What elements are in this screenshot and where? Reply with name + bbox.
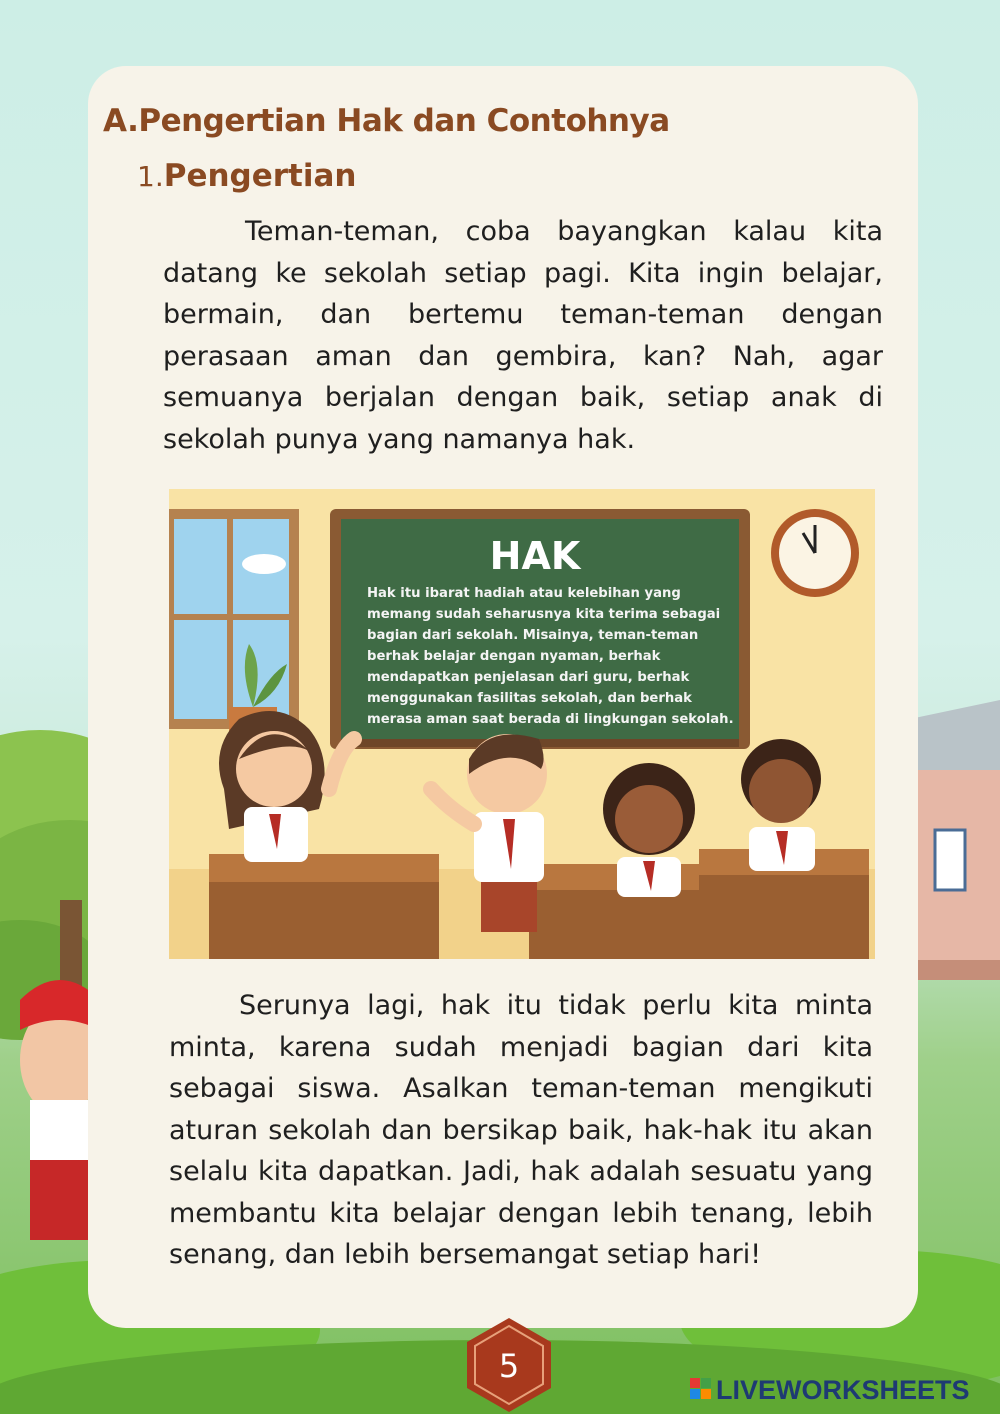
school-house-right (905, 700, 1000, 980)
page-number: 5 (498, 1347, 520, 1385)
subsection-heading (137, 158, 356, 194)
paragraph-intro: Teman-teman, coba bayangkan kalau kita datang ke sekolah setiap pagi. Kita ingin belajar, bermain, dan bertemu teman-teman dengan perasaan aman dan gembira, kan? Nah, agar semuanya berjalan dengan baik, setiap anak di sekolah punya yang namanya hak. (163, 216, 883, 455)
subsection-number: 1. (137, 160, 164, 193)
liveworksheets-logo-icon (690, 1378, 711, 1399)
student-boy-right (741, 739, 821, 871)
chalkboard-line: mendapatkan penjelasan dari guru, berhak (367, 670, 690, 685)
paragraph-conclusion: Serunya lagi, hak itu tidak perlu kita minta minta, karena sudah menjadi bagian dari kita sebagai siswa. Asalkan teman-teman mengikuti aturan sekolah dan bersikap baik, hak-hak itu akan selalu kita dapatkan. Jadi, hak adalah sesuatu yang membantu kita belajar dengan lebih tenang, lebih senang, dan lebih bersemangat setiap hari! (169, 990, 873, 1270)
classroom-illustration (169, 489, 875, 959)
section-heading: A.Pengertian Hak dan Contohnya (103, 103, 670, 139)
page-number-badge (463, 1316, 555, 1414)
liveworksheets-watermark[interactable] (688, 1372, 988, 1406)
clock-icon (771, 509, 859, 597)
chalkboard-line: berhak belajar dengan nyaman, berhak (367, 649, 661, 664)
chalkboard-line: bagian dari sekolah. Misainya, teman-teman (367, 628, 699, 643)
window-illustration (169, 509, 299, 733)
watermark-text: LIVEWORKSHEETS (716, 1375, 970, 1405)
subsection-title: Pengertian (163, 158, 357, 194)
chalkboard-line: memang sudah seharusnya kita terima sebagai (367, 607, 721, 622)
chalkboard-title: HAK (489, 534, 581, 578)
chalkboard-line: Hak itu ibarat hadiah atau kelebihan yang (367, 586, 681, 601)
chalkboard-line: merasa aman saat berada di lingkungan sekolah. (367, 712, 734, 727)
chalkboard-line: menggunakan fasilitas sekolah, dan berhak (367, 691, 692, 706)
